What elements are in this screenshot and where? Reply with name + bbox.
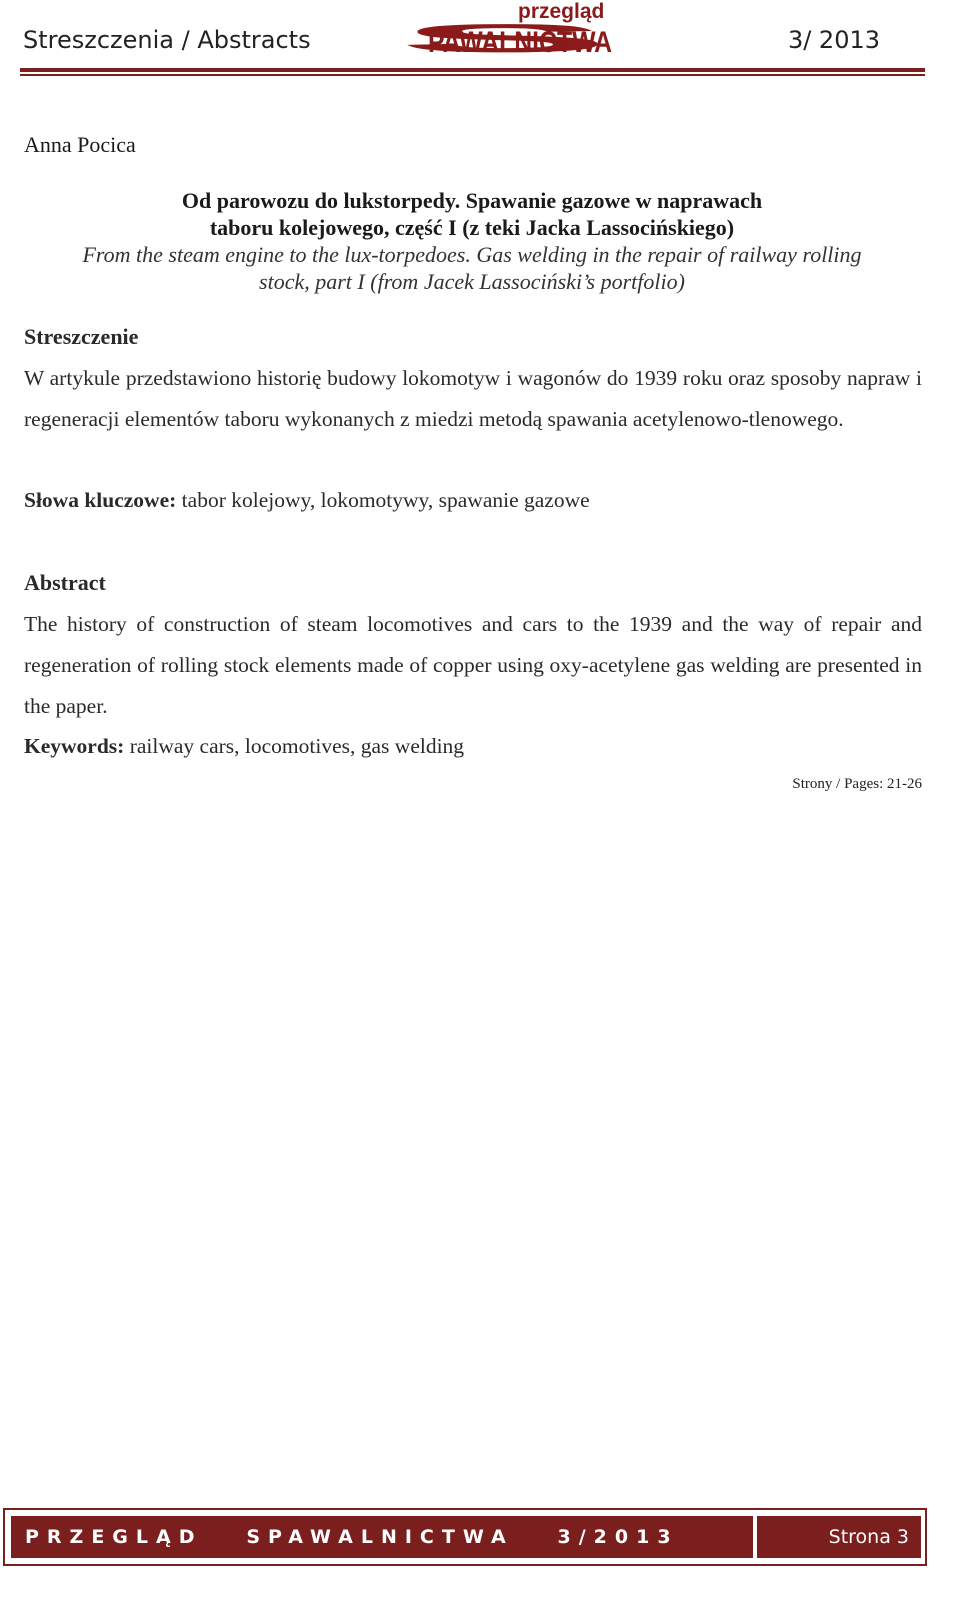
streszczenie-heading: Streszczenie bbox=[24, 324, 139, 349]
keywords-label-en: Keywords: bbox=[24, 734, 125, 758]
page-header bbox=[20, 0, 925, 80]
page-range: Strony / Pages: 21-26 bbox=[792, 776, 922, 792]
abstract-keywords bbox=[24, 734, 464, 759]
title-pl-line-1: Od parowozu do lukstorpedy. Spawanie gazowe w naprawach bbox=[181, 188, 763, 213]
page-footer bbox=[3, 1508, 927, 1566]
footer-journal: PRZEGLĄD SPAWALNICTWA 3/2013 bbox=[11, 1516, 753, 1558]
svg-text:S: S bbox=[398, 17, 610, 61]
author-name: Anna Pocica bbox=[24, 132, 136, 157]
journal-logo bbox=[398, 0, 628, 61]
keywords-pl: tabor kolejowy, lokomotywy, spawanie gazowe bbox=[176, 488, 590, 512]
article-title bbox=[24, 187, 920, 295]
title-pl-line-2: taboru kolejowego, część I (z teki Jacka Lassocińskiego) bbox=[209, 215, 735, 240]
streszczenie-keywords bbox=[24, 488, 590, 513]
streszczenie-text: W artykule przedstawiono historię budowy lokomotyw i wagonów do 1939 roku oraz sposoby napraw i regeneracji elementów taboru wykonanych z miedzi metodą spawania acetylenowo-tlenowego. bbox=[24, 366, 922, 431]
abstract-heading: Abstract bbox=[24, 570, 106, 595]
svg-text:PAWALNICTWA: PAWALNICTWA bbox=[428, 26, 612, 59]
keywords-en: railway cars, locomotives, gas welding bbox=[124, 734, 465, 758]
footer-page-number: Strona 3 bbox=[757, 1516, 921, 1558]
header-issue: 3/ 2013 bbox=[787, 26, 880, 54]
title-en-line-2: stock, part I (from Jacek Lassociński’s portfolio) bbox=[259, 269, 685, 294]
svg-text:przegląd: przegląd bbox=[518, 0, 605, 23]
keywords-label-pl: Słowa kluczowe: bbox=[24, 488, 177, 512]
header-rule-thin bbox=[20, 74, 925, 76]
header-rule bbox=[20, 68, 925, 72]
header-section-label: Streszczenia / Abstracts bbox=[23, 26, 311, 54]
abstract-text: The history of construction of steam locomotives and cars to the 1939 and the way of repair and regeneration of rolling stock elements made of copper using oxy-acetylene gas welding are presented in the paper. bbox=[24, 612, 922, 718]
title-en-line-1: From the steam engine to the lux-torpedoes. Gas welding in the repair of railway rolling bbox=[82, 242, 862, 267]
